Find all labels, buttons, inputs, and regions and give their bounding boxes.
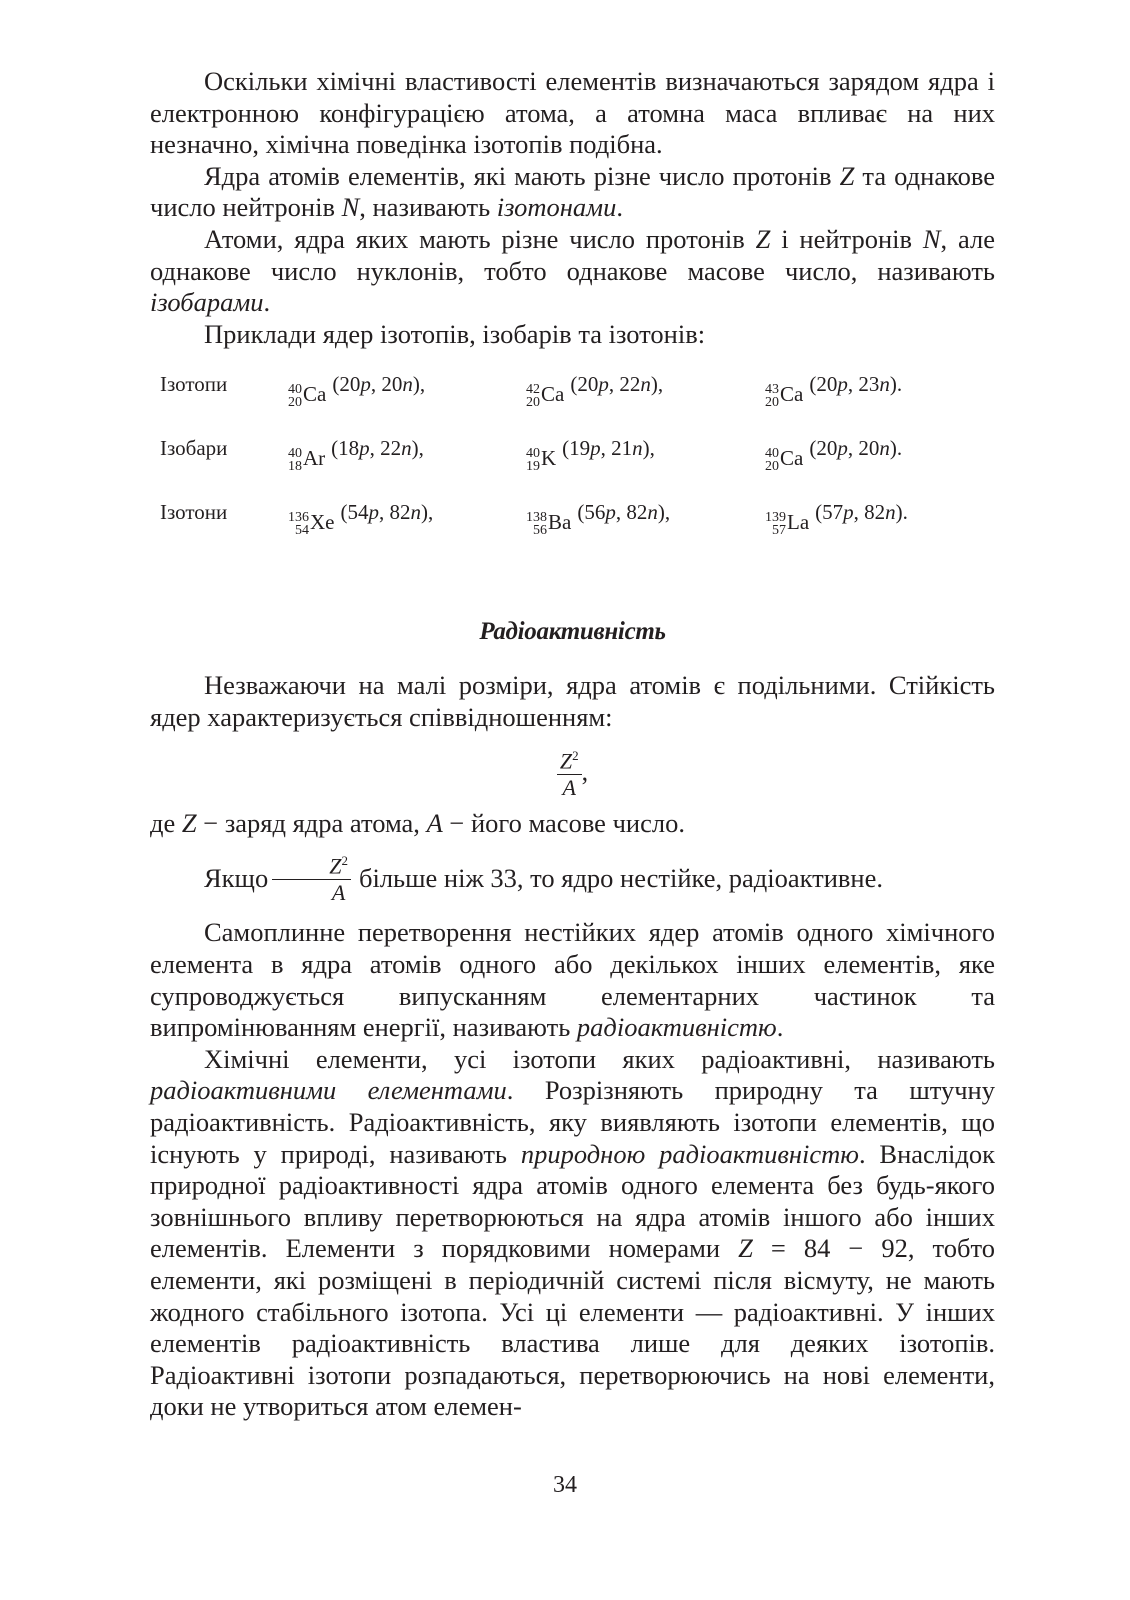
- mass-number: 42: [526, 382, 540, 398]
- term-isobars: ізобарами: [150, 287, 264, 318]
- nuclide-symbol: [526, 381, 565, 411]
- element-symbol: Ca: [303, 381, 327, 406]
- nuclide-entry: [765, 500, 908, 539]
- variable-z: Z: [738, 1233, 753, 1264]
- nucleon-composition: (20p, 23n).: [809, 372, 903, 397]
- fraction-z2-over-a: $\frac{Z^2}{A}$: [557, 744, 582, 800]
- nuclide-symbol: [765, 381, 804, 411]
- element-symbol: Ca: [541, 381, 565, 406]
- atomic-number: 20: [765, 395, 779, 411]
- page-number: 34: [553, 1472, 577, 1498]
- paragraph-formula-legend: де Z − заряд ядра атома, A − його масове число.: [150, 807, 685, 838]
- element-symbol: Ca: [780, 445, 804, 470]
- nuclide-entry: [288, 500, 434, 539]
- examples-row-label: Ізотопи: [160, 372, 228, 397]
- variable-z: Z: [181, 807, 197, 838]
- mass-number: 139: [765, 510, 786, 526]
- term-radioactive-elements: радіоактивними елементами: [150, 1075, 507, 1106]
- variable-a: A: [426, 807, 443, 838]
- nucleon-composition: (19p, 21n),: [562, 436, 655, 461]
- paragraph-natural-radioactivity: Хімічні елементи, усі ізотопи яких радіоактивні, називають радіоактивними елементами. Розрізняють природну та штучну радіоактивність. Радіоактивність, яку виявляють ізотопи елементів, що існують у природі, називають природною радіоактивністю. Внаслідок природної радіоактивності ядра атомів одного елемента без будь-якого зовнішнього впливу перетворюються на ядра атомів іншого або інших елементів. Елементи з порядковими номерами Z = 84 − 92, тобто елементи, які розміщені в періодичній системі після вісмуту, не мають жодного стабільного ізотопа. Усі ці елементи — радіоактивні. У інших елементів радіоактивність властива лише для деяких ізотопів. Радіоактивні ізотопи розпадаються, перетворюючись на нові елементи, доки не утвориться атом елемен-: [150, 1043, 996, 1422]
- nucleon-composition: (57p, 82n).: [815, 500, 908, 525]
- term-radioactivity: радіоактивністю: [576, 1012, 777, 1043]
- atomic-number: 20: [526, 395, 540, 411]
- nuclide-symbol: [288, 381, 327, 411]
- atomic-number: 56: [533, 523, 547, 539]
- nuclide-entry: [526, 372, 664, 411]
- fraction-z2-over-a-inline: $\frac{Z^2}{A}$: [272, 849, 351, 905]
- nuclide-entry: [288, 372, 426, 411]
- stability-formula: $\frac{Z^2}{A}$ ,: [150, 744, 995, 806]
- element-symbol: Xe: [310, 509, 335, 534]
- nuclide-entry: [526, 500, 671, 539]
- element-symbol: La: [787, 509, 810, 534]
- mass-number: 40: [526, 446, 540, 462]
- term-isotones: ізотонами: [496, 192, 617, 223]
- paragraph-isotope-chemistry: Оскільки хімічні властивості елементів визначаються зарядом ядра і електронною конфігурацією атома, а атомна маса впливає на них незначно, хімічна поведінка ізотопів подібна.: [150, 66, 995, 160]
- examples-row-label: Ізобари: [160, 436, 228, 461]
- nuclide-entry: [765, 436, 903, 475]
- nuclide-symbol: [288, 445, 326, 475]
- variable-n: N: [922, 223, 941, 254]
- paragraph-examples-intro: Приклади ядер ізотопів, ізобарів та ізотонів:: [204, 318, 706, 349]
- paragraph-radioactivity-definition: Самоплинне перетворення нестійких ядер атомів одного хімічного елемента в ядра атомів одного або декількох інших елементів, яке супроводжується випусканням елементарних частинок та випромінюванням енергії, називають радіоактивністю.: [150, 917, 995, 1043]
- examples-row: [150, 496, 995, 539]
- nucleon-composition: (20p, 22n),: [570, 372, 664, 397]
- mass-number: 43: [765, 382, 779, 398]
- nuclide-symbol: [765, 445, 804, 475]
- nucleon-composition: (18p, 22n),: [331, 436, 424, 461]
- variable-z: Z: [839, 160, 855, 191]
- mass-number: 40: [765, 446, 779, 462]
- variable-n: N: [341, 192, 360, 223]
- examples-row-label: Ізотони: [160, 500, 228, 525]
- paragraph-isotones-definition: Ядра атомів елементів, які мають різне число протонів Z та однакове число нейтронів N, називають ізотонами.: [150, 160, 995, 223]
- nuclide-symbol: [288, 509, 335, 539]
- atomic-number: 19: [526, 459, 540, 475]
- nuclide-entry: [526, 436, 655, 475]
- atomic-number: 18: [288, 459, 302, 475]
- variable-z: Z: [755, 223, 771, 254]
- element-symbol: Ba: [548, 509, 572, 534]
- term-natural-radioactivity: природною радіоактивністю: [520, 1138, 859, 1169]
- mass-number: 40: [288, 446, 302, 462]
- nuclide-examples-table: [150, 368, 995, 560]
- atomic-number: 54: [295, 523, 309, 539]
- examples-row: [150, 368, 995, 411]
- paragraph-isobars-definition: Атоми, ядра яких мають різне число протонів Z і нейтронів N, але однакове число нуклонів, тобто однакове масове число, називають ізобарами.: [150, 223, 996, 318]
- section-title: Радіоактивність: [479, 618, 666, 646]
- paragraph-nuclear-stability: Незважаючи на малі розміри, ядра атомів є подільними. Стійкість ядер характеризується співвідношенням:: [150, 670, 995, 732]
- mass-number: 136: [288, 510, 309, 526]
- atomic-number: 20: [288, 395, 302, 411]
- nucleon-composition: (56p, 82n),: [577, 500, 671, 525]
- mass-number: 138: [526, 510, 547, 526]
- nucleon-composition: (54p, 82n),: [340, 500, 434, 525]
- element-symbol: Ar: [303, 445, 326, 470]
- mass-number: 40: [288, 382, 302, 398]
- examples-row: [150, 432, 995, 475]
- element-symbol: Ca: [780, 381, 804, 406]
- nuclide-symbol: [765, 509, 810, 539]
- atomic-number: 20: [765, 459, 779, 475]
- nuclide-entry: [288, 436, 424, 475]
- paragraph-threshold: Якщо $\frac{Z^2}{A}$ більше ніж 33, то ядро нестійке, радіоактивне.: [150, 853, 995, 909]
- element-symbol: K: [541, 445, 557, 470]
- nucleon-composition: (20p, 20n),: [332, 372, 426, 397]
- nucleon-composition: (20p, 20n).: [809, 436, 903, 461]
- nuclide-symbol: [526, 509, 572, 539]
- nuclide-entry: [765, 372, 903, 411]
- atomic-number: 57: [772, 523, 786, 539]
- page-body: [150, 66, 995, 1423]
- nuclide-symbol: [526, 445, 557, 475]
